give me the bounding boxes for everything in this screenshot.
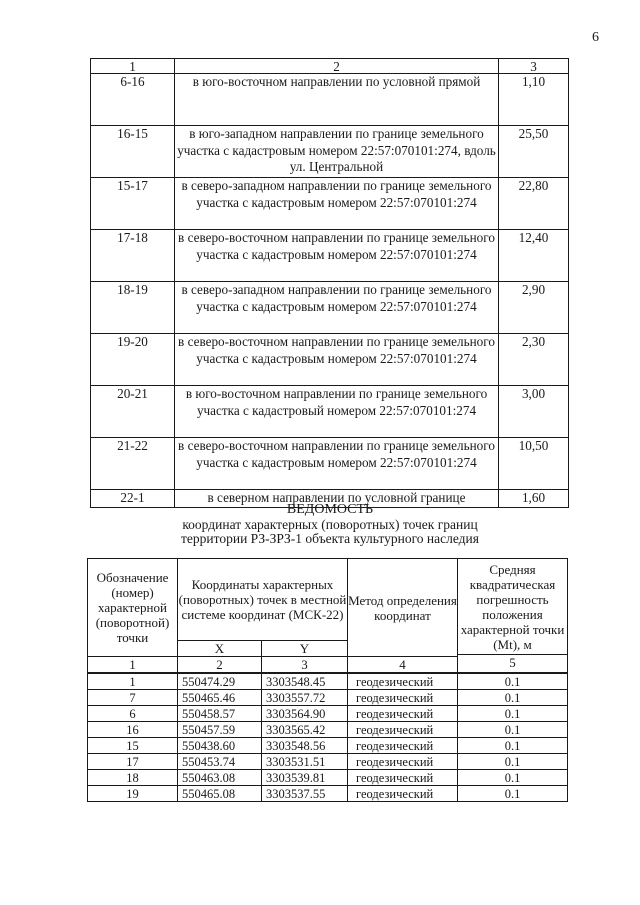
error-cell: 0.1	[458, 722, 568, 738]
method-cell: геодезический	[348, 674, 458, 690]
x-cell: 550465.46	[178, 690, 262, 706]
table-row	[88, 770, 568, 786]
error-cell: 0.1	[458, 674, 568, 690]
error-cell: 0.1	[458, 706, 568, 722]
table-row	[91, 74, 569, 126]
x-cell: 550453.74	[178, 754, 262, 770]
description-cell: в юго-восточном направлении по границе земельного участка с кадастровый номером 22:57:070101:274	[175, 386, 499, 438]
table-row	[88, 738, 568, 754]
y-header: Y	[262, 641, 348, 657]
description-cell: в юго-западном направлении по границе земельного участка с кадастровым номером 22:57:070101:274, вдоль ул. Центральной	[175, 126, 499, 178]
point-cell: 17	[88, 754, 178, 770]
table-row	[88, 706, 568, 722]
segment-cell: 20-21	[91, 386, 175, 438]
y-cell: 3303548.56	[262, 738, 348, 754]
method-cell: геодезический	[348, 690, 458, 706]
table-row	[91, 334, 569, 386]
length-cell: 2,30	[499, 334, 569, 386]
table-header-row	[91, 59, 569, 74]
table-row	[91, 282, 569, 334]
table-row	[88, 754, 568, 770]
length-cell: 25,50	[499, 126, 569, 178]
description-cell: в северо-западном направлении по границе земельного участка с кадастровым номером 22:57:070101:274	[175, 282, 499, 334]
column-number: 1	[88, 657, 178, 673]
description-cell: в северо-восточном направлении по границе земельного участка с кадастровым номером 22:57:070101:274	[175, 334, 499, 386]
segment-cell: 17-18	[91, 230, 175, 282]
point-cell: 15	[88, 738, 178, 754]
segment-cell: 22-1	[91, 490, 175, 508]
segment-cell: 21-22	[91, 438, 175, 490]
segment-cell: 6-16	[91, 74, 175, 126]
statement-title	[160, 503, 500, 547]
length-cell: 2,90	[499, 282, 569, 334]
method-cell: геодезический	[348, 706, 458, 722]
table-row	[88, 674, 568, 690]
column-number-5: 5	[458, 654, 567, 670]
y-cell: 3303537.55	[262, 786, 348, 802]
x-cell: 550458.57	[178, 706, 262, 722]
y-cell: 3303539.81	[262, 770, 348, 786]
length-cell: 10,50	[499, 438, 569, 490]
point-cell: 6	[88, 706, 178, 722]
description-cell: в юго-восточном направлении по условной прямой	[175, 74, 499, 126]
x-cell: 550474.29	[178, 674, 262, 690]
y-cell: 3303531.51	[262, 754, 348, 770]
boundary-description-table	[90, 58, 569, 508]
point-cell: 19	[88, 786, 178, 802]
error-cell: 0.1	[458, 786, 568, 802]
table-header-row	[88, 559, 568, 641]
table-row	[88, 722, 568, 738]
segment-cell: 18-19	[91, 282, 175, 334]
method-cell: геодезический	[348, 738, 458, 754]
point-cell: 1	[88, 674, 178, 690]
segment-cell: 19-20	[91, 334, 175, 386]
header-col-2: 2	[175, 59, 499, 74]
method-cell: геодезический	[348, 722, 458, 738]
y-cell: 3303565.42	[262, 722, 348, 738]
title-line-2: координат характерных (поворотных) точек границ	[182, 516, 478, 532]
segment-cell: 16-15	[91, 126, 175, 178]
description-cell: в северо-западном направлении по границе земельного участка с кадастровым номером 22:57:070101:274	[175, 178, 499, 230]
method-cell: геодезический	[348, 786, 458, 802]
header-col-1: 1	[91, 59, 175, 74]
error-cell: 0.1	[458, 770, 568, 786]
segment-cell: 15-17	[91, 178, 175, 230]
description-cell: в северо-восточном направлении по границе земельного участка с кадастровым номером 22:57:070101:274	[175, 230, 499, 282]
y-cell: 3303548.45	[262, 674, 348, 690]
length-cell: 1,10	[499, 74, 569, 126]
y-cell: 3303557.72	[262, 690, 348, 706]
title-line-3: территории РЗ-ЗРЗ-1 объекта культурного наследия	[181, 531, 479, 546]
length-cell: 22,80	[499, 178, 569, 230]
column-number: 3	[262, 657, 348, 673]
error-cell: 0.1	[458, 738, 568, 754]
coordinates-header: Координаты характерных (поворотных) точек в местной системе координат (МСК-22)	[178, 559, 348, 641]
x-header: X	[178, 641, 262, 657]
y-cell: 3303564.90	[262, 706, 348, 722]
length-cell: 3,00	[499, 386, 569, 438]
description-cell: в северном направлении по условной границе	[175, 490, 499, 508]
table-row	[91, 230, 569, 282]
x-cell: 550438.60	[178, 738, 262, 754]
length-cell: 1,60	[499, 490, 569, 508]
coordinates-table	[87, 558, 568, 802]
column-number: 2	[178, 657, 262, 673]
table-row	[91, 126, 569, 178]
length-cell: 12,40	[499, 230, 569, 282]
point-cell: 16	[88, 722, 178, 738]
method-cell: геодезический	[348, 754, 458, 770]
table-row	[88, 786, 568, 802]
table-row	[91, 386, 569, 438]
table-row	[88, 690, 568, 706]
page-number: 6	[592, 30, 599, 45]
x-cell: 550465.08	[178, 786, 262, 802]
table-row	[91, 438, 569, 490]
column-number: 4	[348, 657, 458, 673]
header-col-3: 3	[499, 59, 569, 74]
point-cell: 7	[88, 690, 178, 706]
point-cell: 18	[88, 770, 178, 786]
error-cell: 0.1	[458, 754, 568, 770]
title-main: ВЕДОМОСТЬ	[286, 502, 374, 517]
description-cell: в северо-восточном направлении по границе земельного участка с кадастровым номером 22:57:070101:274	[175, 438, 499, 490]
method-header: Метод определения координат	[348, 559, 458, 657]
x-cell: 550457.59	[178, 722, 262, 738]
point-designation-header: Обозначение (номер) характерной (поворотной) точки	[88, 559, 178, 657]
x-cell: 550463.08	[178, 770, 262, 786]
method-cell: геодезический	[348, 770, 458, 786]
error-header: Средняя квадратическая погрешность положения характерной точки (Mt), м 5	[458, 559, 568, 673]
error-cell: 0.1	[458, 690, 568, 706]
table-row	[91, 178, 569, 230]
